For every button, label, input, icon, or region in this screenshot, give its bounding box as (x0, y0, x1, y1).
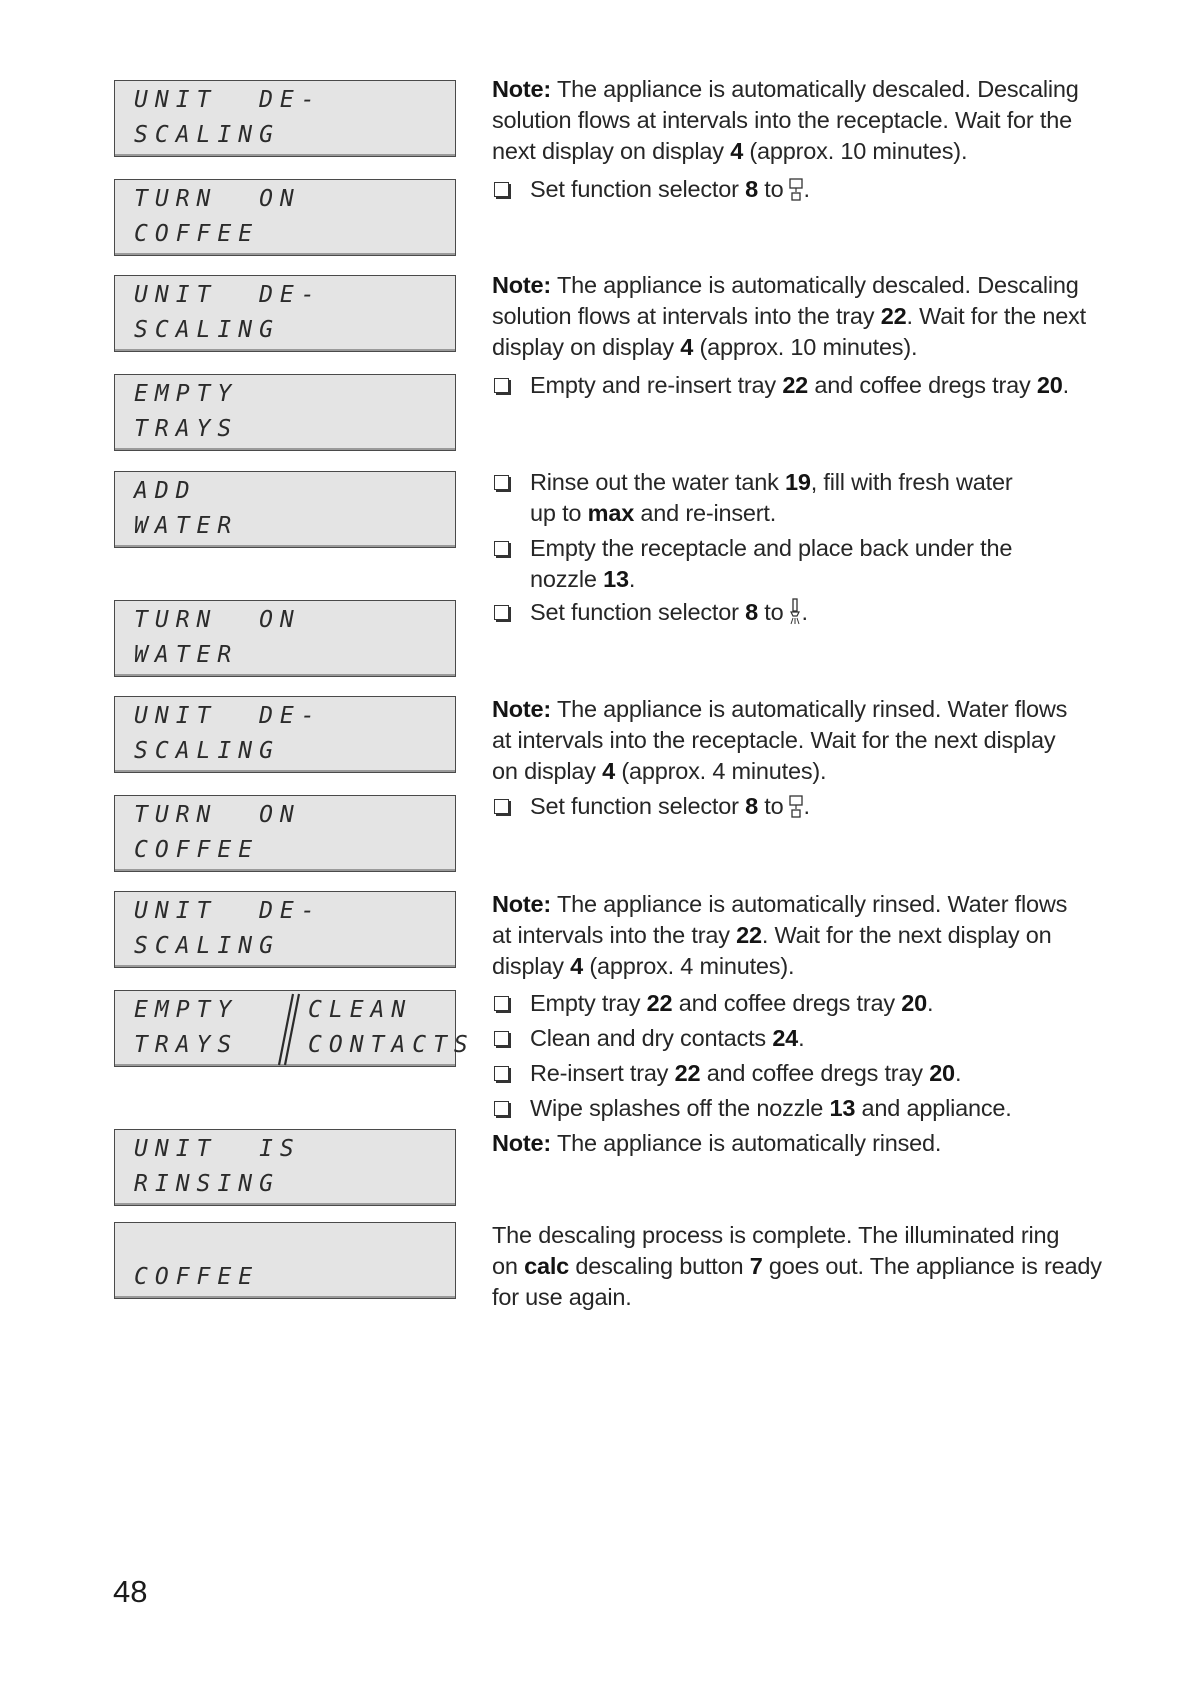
note-label: Note: (492, 1130, 552, 1156)
display-line-2: COFFEE (134, 1264, 260, 1290)
display-line-2: WATER (134, 513, 239, 539)
step5-bullet-4: Wipe splashes off the nozzle 13 and appliance. (492, 1093, 1132, 1124)
display-panel-4 (114, 374, 456, 451)
display-line-2: SCALING (134, 738, 280, 764)
checkbox-bullet-icon (494, 1031, 509, 1046)
step5-bullet-3: Re-insert tray 22 and coffee dregs tray 20. (492, 1058, 1132, 1089)
step3-bullet-2: Empty the receptacle and place back under the nozzle 13. (492, 533, 1132, 595)
display-line-2: RINSING (134, 1171, 280, 1197)
checkbox-bullet-icon (494, 605, 509, 620)
note-label: Note: (492, 272, 552, 298)
display-line-1: UNIT DE- (134, 703, 322, 729)
display-line-2: COFFEE (134, 837, 260, 863)
step2-bullet: Empty and re-insert tray 22 and coffee dregs tray 20. (492, 370, 1132, 401)
display-line-1: UNIT IS (134, 1136, 301, 1162)
step4-bullet: Set function selector 8 to . (492, 791, 1132, 822)
display-panel-6 (114, 600, 456, 677)
note-label: Note: (492, 891, 552, 917)
checkbox-bullet-icon (494, 378, 509, 393)
display-line-1: TURN ON (134, 802, 301, 828)
display-line-1: TURN ON (134, 186, 301, 212)
checkbox-bullet-icon (494, 1101, 509, 1116)
step5-note-2: Note: The appliance is automatically rinsed. (492, 1130, 942, 1156)
checkbox-bullet-icon (494, 541, 509, 556)
display-line-1: UNIT DE- (134, 87, 322, 113)
display-line-2: SCALING (134, 933, 280, 959)
checkbox-bullet-icon (494, 182, 509, 197)
display-panel-11 (114, 1129, 456, 1206)
display-line-2: COFFEE (134, 221, 260, 247)
checkbox-bullet-icon (494, 799, 509, 814)
divider-slash-icon (267, 991, 303, 1068)
coffee-cup-icon (788, 177, 804, 203)
step5-bullet-1: Empty tray 22 and coffee dregs tray 20. (492, 988, 1132, 1019)
display-panel-5 (114, 471, 456, 548)
display-line-1: UNIT DE- (134, 898, 322, 924)
hot-water-icon (788, 598, 802, 626)
step4-note: Note: The appliance is automatically rinsed. Water flows at intervals into the receptacle. Wait for the next display on display 4 (approx. 4 minutes). (492, 696, 1068, 784)
page-number: 48 (113, 1574, 148, 1609)
display-line-2: WATER (134, 642, 239, 668)
display-panel-10 (114, 990, 475, 1067)
step2-note: Note: The appliance is automatically descaled. Descaling solution flows at intervals into the tray 22. Wait for the next display on display 4 (approx. 10 minutes). (492, 272, 1086, 360)
checkbox-bullet-icon (494, 1066, 509, 1081)
display-panel-12 (114, 1222, 456, 1299)
display-line-1: TURN ON (134, 607, 301, 633)
calc-button-label: calc (524, 1253, 570, 1279)
display-panel-2 (114, 179, 456, 256)
display-line-1: ADD (134, 478, 197, 504)
step5-note: Note: The appliance is automatically rinsed. Water flows at intervals into the tray 22. Wait for the next display on display 4 (approx. 4 minutes). (492, 891, 1068, 979)
checkbox-bullet-icon (494, 996, 509, 1011)
display-line-2: TRAYS (134, 1032, 239, 1058)
display-panel-1 (114, 80, 456, 157)
display-line-2: TRAYS (134, 416, 239, 442)
display-panel-8 (114, 795, 456, 872)
step3-bullet-1: Rinse out the water tank 19, fill with fresh water up to max and re-insert. (492, 467, 1132, 529)
display-panel-3 (114, 275, 456, 352)
display-panel-9 (114, 891, 456, 968)
coffee-cup-icon (788, 794, 804, 820)
display-line-1: UNIT DE- (134, 282, 322, 308)
display-line-2: SCALING (134, 122, 280, 148)
step5-bullet-2: Clean and dry contacts 24. (492, 1023, 1132, 1054)
display-line-1: EMPTY (134, 381, 239, 407)
display-line-2: SCALING (134, 317, 280, 343)
display-right-line-2: CONTACTS (308, 1032, 475, 1058)
step1-bullet: Set function selector 8 to . (492, 174, 1132, 205)
display-line-1: EMPTY (134, 997, 239, 1023)
display-right-line-1: CLEAN (308, 997, 413, 1023)
note-label: Note: (492, 76, 552, 102)
step3-bullet-3: Set function selector 8 to . (492, 597, 1132, 628)
step1-note: Note: The appliance is automatically descaled. Descaling solution flows at intervals into the receptacle. Wait for the next display on display 4 (approx. 10 minutes). (492, 76, 1079, 164)
note-label: Note: (492, 696, 552, 722)
display-panel-7 (114, 696, 456, 773)
checkbox-bullet-icon (494, 475, 509, 490)
final-paragraph: The descaling process is complete. The illuminated ring on calc descaling button 7 goes out. The appliance is ready for use again. (492, 1222, 1102, 1310)
